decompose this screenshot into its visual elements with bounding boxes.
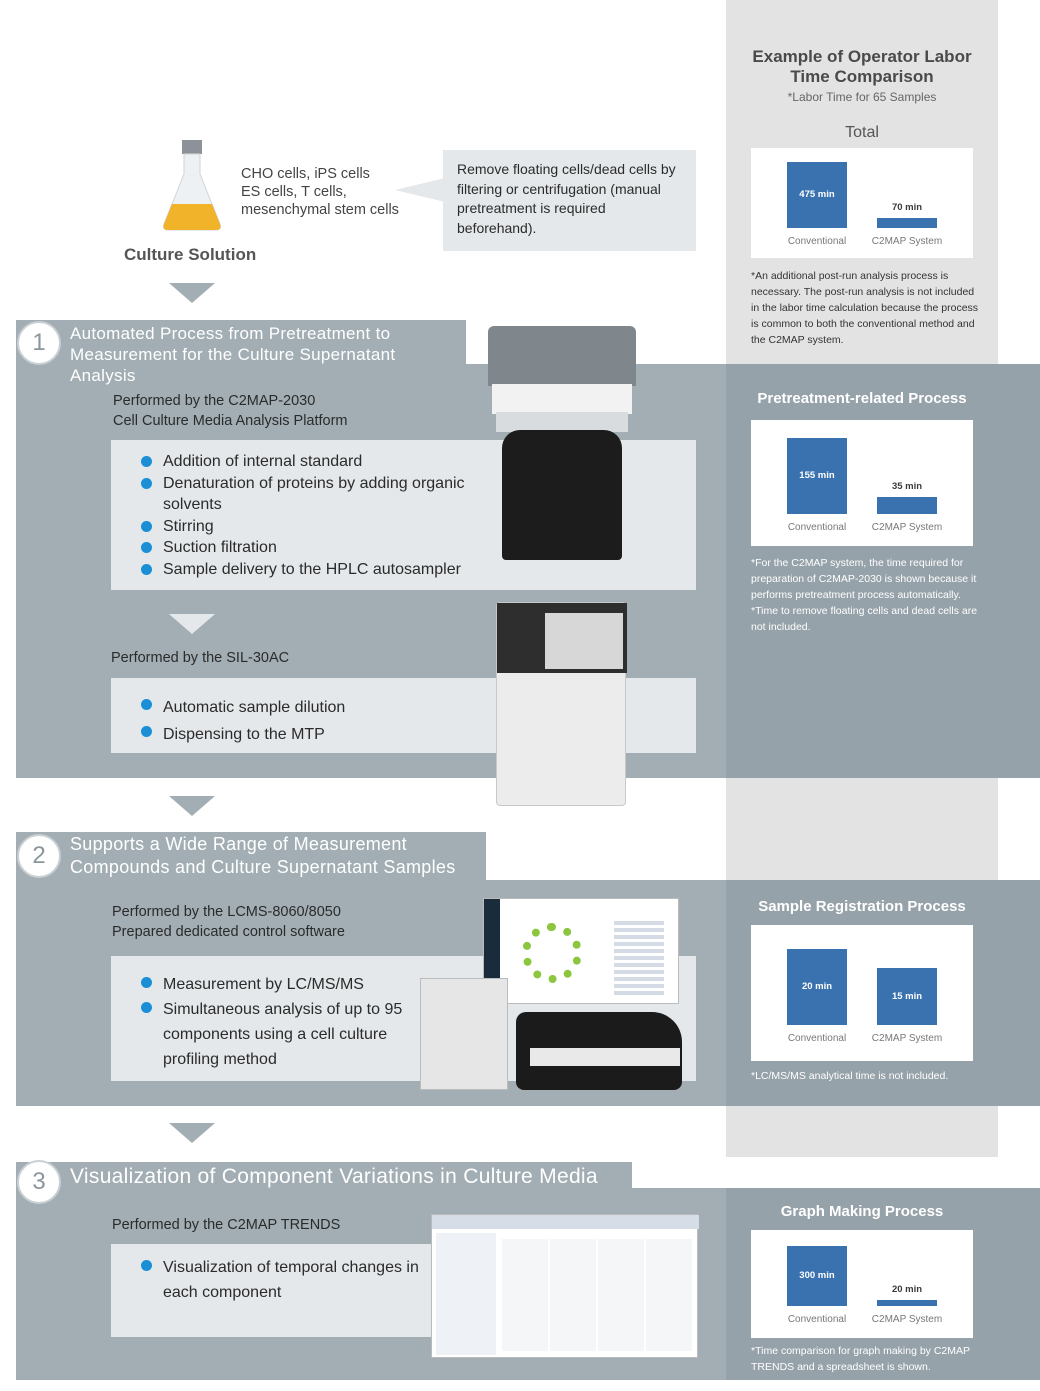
list-item: Addition of internal standard — [141, 451, 481, 473]
list-item: Stirring — [141, 516, 481, 538]
list-item: Denaturation of proteins by adding organic solvents — [141, 473, 481, 516]
chart-category-label: C2MAP System — [871, 522, 943, 533]
callout-pointer — [395, 178, 445, 202]
sil-30ac-device-image — [496, 602, 626, 806]
total-chart — [751, 148, 973, 258]
pretreatment-chart — [751, 420, 973, 546]
graph-chart — [751, 1230, 973, 1338]
comparison-subheading: *Labor Time for 65 Samples — [787, 90, 937, 104]
graph-note: *Time comparison for graph making by C2MAP TRENDS and a spreadsheet is shown. — [751, 1345, 970, 1373]
chart-data-label: 15 min — [891, 990, 923, 1002]
section3-performed: Performed by the C2MAP TRENDS — [112, 1217, 341, 1233]
chart-bar — [877, 218, 937, 228]
section1-bullets2 — [141, 694, 345, 748]
section2-bullets — [141, 972, 411, 1072]
chart-data-label: 20 min — [891, 1284, 923, 1295]
section3-title: Visualization of Component Variations in Culture Media — [16, 1162, 632, 1192]
list-item: Simultaneous analysis of up to 95 components using a cell culture profiling method — [141, 997, 411, 1072]
c2map-trends-screenshot — [431, 1214, 698, 1358]
section1-number: 1 — [17, 321, 61, 365]
section2-number: 2 — [17, 834, 61, 878]
total-note: *An additional post-run analysis process is necessary. The post-run analysis is not included in the labor time calculation because the process is common to both the conventional method and the C2MAP system. — [751, 270, 979, 346]
list-item: Measurement by LC/MS/MS — [141, 972, 411, 997]
chart-category-label: Conventional — [787, 236, 847, 247]
section2-title: Supports a Wide Range of Measurement Compounds and Culture Supernatant Samples — [16, 832, 486, 880]
chart-category-label: Conventional — [787, 1314, 847, 1325]
chart-category-label: Conventional — [787, 1033, 847, 1044]
graph-chart-title: Graph Making Process — [780, 1203, 944, 1220]
section3-bullets — [141, 1255, 421, 1305]
chart-data-label: 475 min — [799, 189, 835, 200]
flow-arrow — [169, 796, 215, 816]
flow-arrow — [169, 283, 215, 303]
chart-data-label: 155 min — [799, 470, 835, 481]
registration-note: *LC/MS/MS analytical time is not included. — [751, 1070, 949, 1082]
chart-data-label: 300 min — [799, 1270, 835, 1281]
registration-chart — [751, 925, 973, 1061]
list-item: Automatic sample dilution — [141, 694, 345, 721]
section2-performed: Performed by the LCMS-8060/8050 Prepared dedicated control software — [112, 904, 345, 940]
c2map-2030-device-image — [488, 326, 636, 566]
section1-performed: Performed by the C2MAP-2030 Cell Culture Media Analysis Platform — [113, 393, 348, 429]
section1-bullets — [141, 451, 481, 580]
list-item: Suction filtration — [141, 537, 481, 559]
list-item: Sample delivery to the HPLC autosampler — [141, 559, 481, 581]
chart-category-label: C2MAP System — [871, 236, 943, 247]
cell-types: CHO cells, iPS cells ES cells, T cells, mesenchymal stem cells — [241, 166, 399, 218]
section3-number: 3 — [17, 1160, 61, 1204]
flow-arrow — [169, 1123, 215, 1143]
chart-data-label: 70 min — [891, 202, 923, 213]
section1-title: Automated Process from Pretreatment to Measurement for the Culture Supernatant Analysis — [16, 320, 466, 366]
lcms-device-image — [420, 978, 682, 1090]
pretreatment-callout: Remove floating cells/dead cells by filtering or centrifugation (manual pretreatment is required beforehand). — [443, 150, 696, 251]
chart-category-label: C2MAP System — [871, 1314, 943, 1325]
chart-data-label: 35 min — [891, 481, 923, 492]
culture-label: Culture Solution — [124, 245, 257, 264]
registration-chart-title: Sample Registration Process — [758, 898, 966, 915]
chart-bar — [877, 1300, 937, 1306]
chart-category-label: C2MAP System — [871, 1033, 943, 1044]
flask-icon — [160, 140, 224, 232]
list-item: Dispensing to the MTP — [141, 721, 345, 748]
chart-bar — [877, 497, 937, 514]
chart-data-label: 20 min — [801, 981, 833, 992]
list-item: Visualization of temporal changes in each component — [141, 1255, 421, 1305]
section1-performed2: Performed by the SIL-30AC — [111, 650, 290, 666]
total-chart-title: Total — [845, 124, 879, 141]
pretreatment-chart-title: Pretreatment-related Process — [757, 390, 967, 407]
chart-category-label: Conventional — [787, 522, 847, 533]
flow-arrow — [169, 614, 215, 634]
pretreatment-note: *For the C2MAP system, the time required for preparation of C2MAP-2030 is shown because it performs pretreatment process automatically. *Time to remove floating cells and dead cells are not included. — [751, 557, 978, 633]
comparison-heading: Example of Operator Labor Time Comparison — [752, 47, 972, 86]
